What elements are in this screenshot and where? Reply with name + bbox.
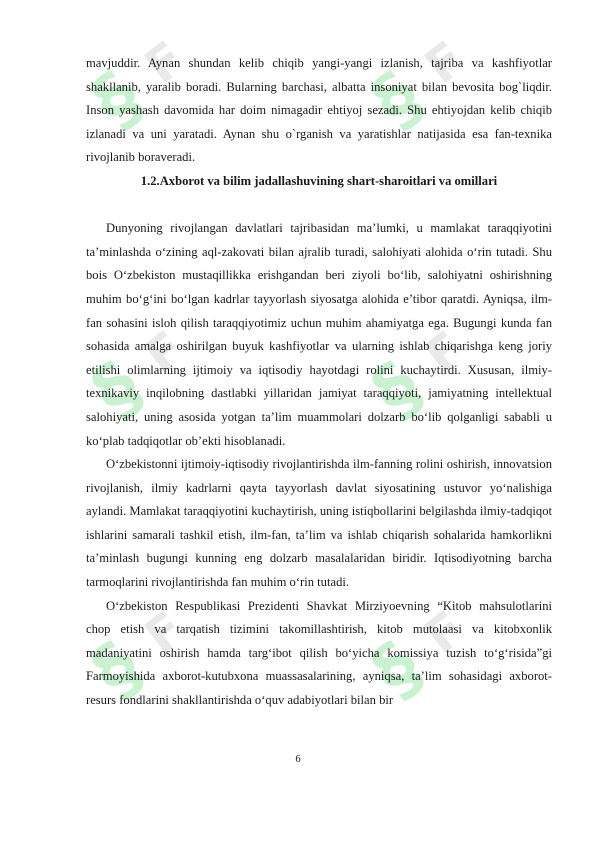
page-number: 6: [295, 754, 301, 765]
heading-spacer: [86, 194, 552, 218]
svg-text:§: §: [76, 345, 157, 434]
svg-text:§: §: [76, 625, 157, 714]
svg-text:F: F: [414, 320, 476, 385]
page-body: [86, 52, 552, 713]
svg-text:§: §: [356, 55, 437, 144]
svg-text:§: §: [356, 625, 437, 714]
svg-text:F: F: [134, 600, 196, 665]
svg-text:§: §: [356, 345, 437, 434]
svg-text:§: §: [76, 55, 157, 144]
paragraph-3: O‘zbekiston Respublikasi Prezidenti Shavkat Mirziyoevning “Kitob mahsulotlarini chop etish va tarqatish tizimini takomillashtirish, kitob mutolaasi va kitobxonlik madaniyatini oshirish hamda targ‘ibot qilish bo‘yicha komissiya tuzish to‘g‘risida”gi Farmoyishida axborot-kutubxona muassasalarining, ayniqsa, ta’lim sohasidagi axborot-resurs fondlarini shakllantirishda o‘quv adabiyotlari bilan bir: [86, 598, 552, 708]
svg-text:F: F: [414, 30, 476, 95]
section-heading: 1.2.Axborot va bilim jadallashuvining shart-sharoitlari va omillari: [140, 173, 498, 188]
paragraph-2: O‘zbekistonni ijtimoiy-iqtisodiy rivojlantirishda ilm-fanning rolini oshirish, innovatsion rivojlanish, ilmiy kadrlarni qayta tayyorlash davlat siyosatining ustuvor yo‘nalishiga aylandi. Mamlakat taraqqiyotini kuchaytirish, uning istiqbollarini belgilashda ilmiy-tadqiqot ishlarini samarali tashkil etish, ilm-fan, ta’lim va ishlab chiqarish sohalarida hamkorlikni ta’minlash bugungi kunning eng dolzarb masalalaridan biridir. Iqtisodiyotning barcha tarmoqlarini rivojlantirishda fan muhim o‘rin tutadi.: [86, 457, 552, 590]
svg-text:F: F: [134, 320, 196, 385]
paragraph-1: Dunyoning rivojlangan davlatlari tajribasidan ma’lumki, u mamlakat taraqqiyotini ta’minlashda o‘zining aql-zakovati bilan ajralib turadi, salohiyati alohida o‘rin tutadi. Shu bois O‘zbekiston mustaqillikka erishgandan beri ziyoli bo‘lib, salohiyatni oshirishning muhim bo‘g‘ini bo‘lgan kadrlar tayyorlash siyosatga alohida e’tibor qaratdi. Ayniqsa, ilm-fan sohasini isloh qilish taraqqiyotimiz uchun muhim ahamiyatga ega. Bugungi kunda fan sohasida amalga oshirilgan buyuk kashfiyotlar va ularning ishlab chiqarishga keng joriy etilishi olimlarning ijtimoiy va iqtisodiy hayotdagi rolini kuchaytirdi. Xususan, ilmiy-texnikaviy inqilobning dastlabki yillaridan jamiyat taraqqiyoti, jamiyatning intellektual salohiyati, uning asosida yotgan ta’lim muammolari dolzarb bo‘lib qolganligi sababli u ko‘plab tadqiqotlar ob’ekti hisoblanadi.: [86, 221, 552, 448]
paragraph-continuation: mavjuddir. Aynan shundan kelib chiqib yangi-yangi izlanish, tajriba va kashfiyotlar shakllanib, yaralib boradi. Bularning barchasi, albatta insoniyat bilan bevosita bog`liqdir. Inson yashash davomida har doim nimagadir ehtiyoj sezadi. Shu ehtiyojdan kelib chiqib izlanadi va uni yaratadi. Aynan shu o`rganish va yaratishlar natijasida esa fan-texnika rivojlanib boraveradi.: [86, 56, 552, 165]
svg-text:F: F: [134, 30, 196, 95]
svg-text:F: F: [414, 600, 476, 665]
